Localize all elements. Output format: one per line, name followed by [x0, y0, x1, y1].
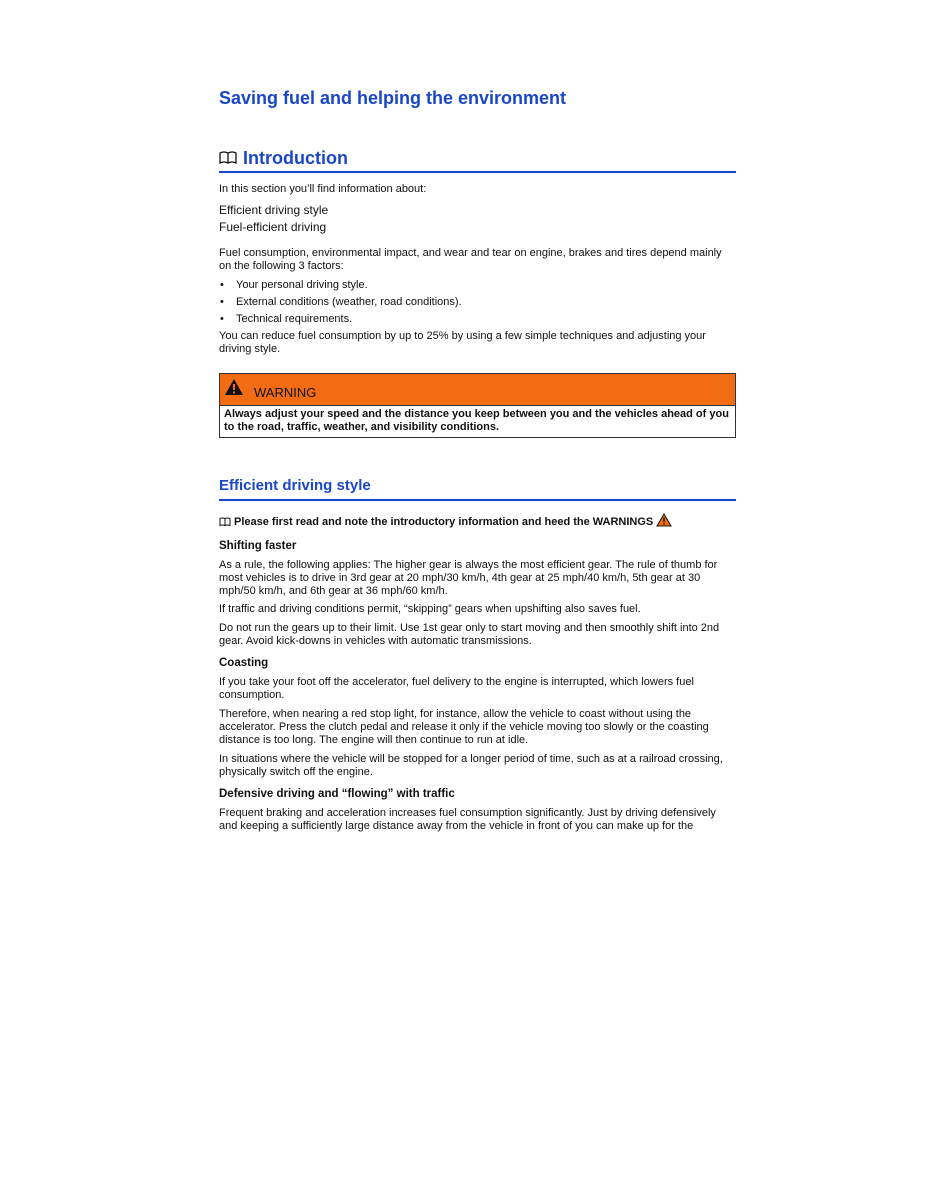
efficient-heading: Efficient driving style	[219, 477, 371, 494]
coasting-heading: Coasting	[219, 657, 269, 669]
shifting-paragraph: As a rule, the following applies: The higher gear is always the most efficient gear. The rule of thumb for most vehicles is to drive in 3rd gear at 20 mph/30 km/h, 4th gear at 25 mph/40 km/h, 5th gear at 30 mph/50 km/h, and 6th gear at 36 mph/60 km/h.	[219, 559, 718, 597]
efficient-heading-bar	[219, 474, 736, 501]
book-icon	[219, 151, 237, 165]
warning-triangle-icon	[656, 513, 672, 530]
intro-heading: Introduction	[243, 148, 348, 168]
page-title: Saving fuel and helping the environment	[219, 88, 567, 108]
factor-item: • Your personal driving style.	[219, 279, 736, 292]
factor-item: • External conditions (weather, road conditions).	[219, 296, 736, 309]
warning-box	[219, 373, 736, 438]
defensive-paragraph: Frequent braking and acceleration increases fuel consumption significantly. Just by driving defensively and keeping a sufficiently large distance away from the vehicle in front of you can make up for the	[219, 807, 716, 832]
topic-list	[219, 202, 736, 236]
coasting-paragraph: In situations where the vehicle will be stopped for a longer period of time, such as at a railroad crossing, physically switch off the engine.	[219, 753, 723, 778]
reduce-text: You can reduce fuel consumption by up to 25% by using a few simple techniques and adjusting your driving style.	[219, 330, 706, 355]
coasting-paragraph: Therefore, when nearing a red stop light, for instance, allow the vehicle to coast without using the accelerator. Press the clutch pedal and release it only if the vehicle moving too slowly or the coasting distance is too long. The engine will then continue to run at idle.	[219, 708, 709, 746]
page-content	[219, 86, 736, 833]
intro-note	[219, 513, 736, 530]
factors-text: Fuel consumption, environmental impact, and wear and tear on engine, brakes and tires depend mainly on the following 3 factors:	[219, 247, 722, 272]
warning-header	[220, 374, 735, 406]
coasting-paragraph: If you take your foot off the accelerator, fuel delivery to the engine is interrupted, which lowers fuel consumption.	[219, 676, 694, 701]
topic-item: Efficient driving style	[219, 203, 329, 217]
intro-heading-bar	[219, 146, 736, 173]
factor-item: • Technical requirements.	[219, 313, 736, 326]
shifting-heading: Shifting faster	[219, 540, 297, 552]
intro-note-text: Please first read and note the introductory information and heed the WARNINGS	[234, 515, 654, 528]
warning-label: WARNING	[254, 385, 317, 400]
book-icon	[219, 517, 231, 527]
warning-triangle-icon	[224, 378, 244, 401]
shifting-paragraph: If traffic and driving conditions permit, “skipping” gears when upshifting also saves fuel.	[219, 603, 641, 615]
factor-list	[219, 279, 736, 326]
topic-item: Fuel-efficient driving	[219, 220, 327, 234]
warning-text: Always adjust your speed and the distance you keep between you and the vehicles ahead of you to the road, traffic, weather, and visibility conditions.	[224, 408, 729, 433]
shifting-paragraph: Do not run the gears up to their limit. Use 1st gear only to start moving and then smoothly shift into 2nd gear. Avoid kick-downs in vehicles with automatic transmissions.	[219, 622, 720, 647]
intro-lead: In this section you’ll find information about:	[219, 183, 427, 195]
defensive-heading: Defensive driving and “flowing” with traffic	[219, 788, 455, 800]
